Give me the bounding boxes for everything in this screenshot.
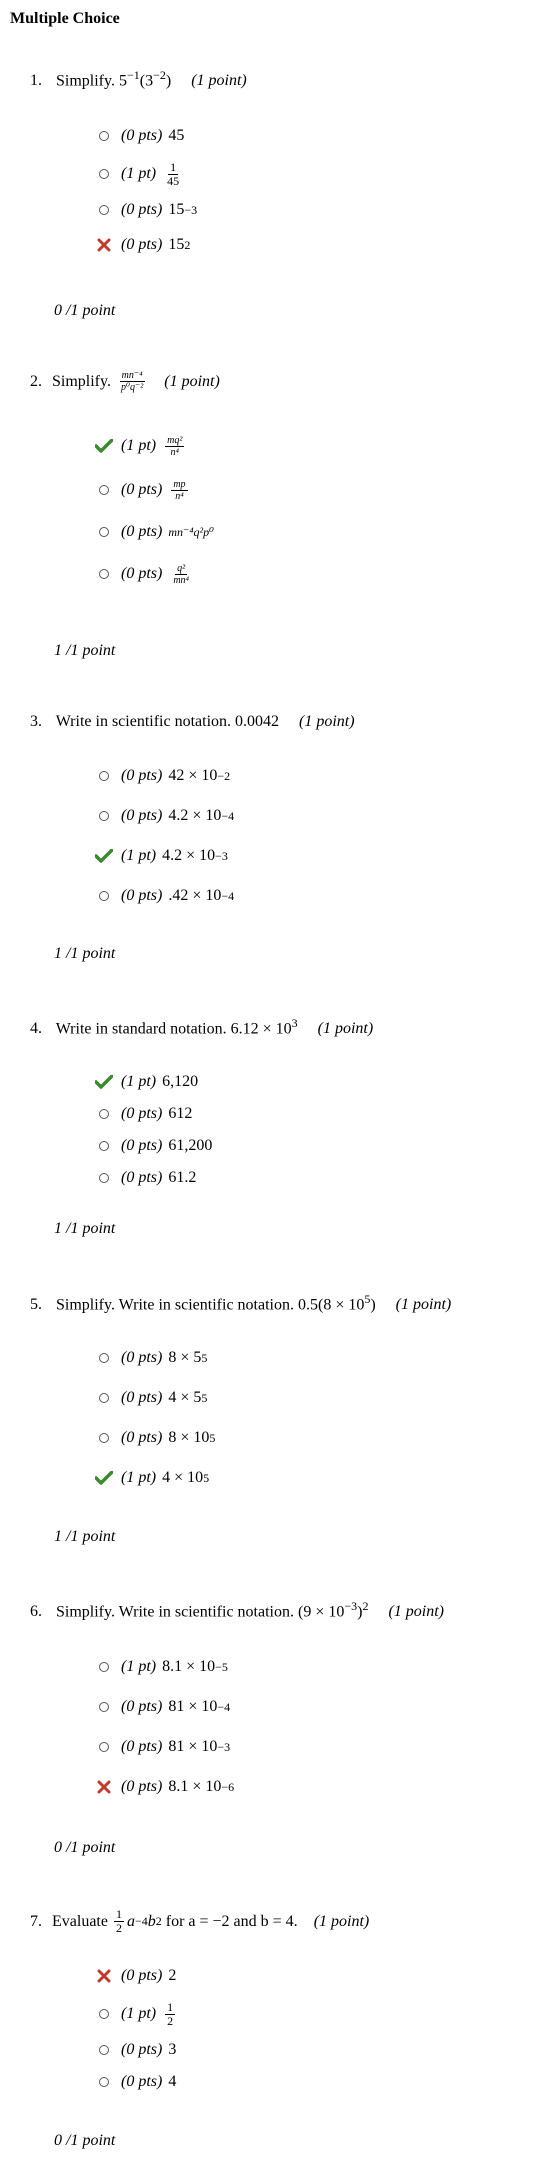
question-stem: 2. Simplify. $\frac{\text{mn⁻⁴}}{\text{p⁰q⁻²}}$ (1 point) bbox=[30, 370, 220, 393]
answer-option[interactable]: (0 pts) mn⁻⁴q²p⁰ bbox=[95, 518, 214, 546]
radio-icon[interactable] bbox=[95, 1429, 113, 1447]
answer-option[interactable]: (0 pts) $\frac{mp}{\text{n⁴}}$ bbox=[95, 476, 191, 504]
radio-icon[interactable] bbox=[95, 201, 113, 219]
radio-icon[interactable] bbox=[95, 1698, 113, 1716]
question-stem: 1. Simplify. $5^{-1}(3^{-2})$ (1 point) bbox=[30, 68, 247, 90]
fraction: $\frac{1}{45}$ bbox=[167, 159, 180, 188]
question-stem: 5. Simplify. Write in scientific notation. $0.5(8 \times 10^5)$ (1 point) bbox=[30, 1292, 452, 1314]
question-score: 1 /1 point bbox=[54, 642, 116, 659]
answer-option[interactable]: (0 pts) 3 bbox=[95, 2036, 176, 2064]
answer-option[interactable]: (0 pts) 45 bbox=[95, 122, 184, 150]
answer-option[interactable]: (0 pts) 612 bbox=[95, 1100, 192, 1128]
answer-option[interactable]: (0 pts) 61,200 bbox=[95, 1132, 212, 1160]
answer-option[interactable]: (0 pts) 15 2 bbox=[95, 231, 190, 259]
check-icon bbox=[95, 847, 113, 865]
radio-icon[interactable] bbox=[95, 165, 113, 183]
check-icon bbox=[95, 1073, 113, 1091]
answer-option[interactable]: (0 pts) 4 bbox=[95, 2068, 176, 2096]
answer-option[interactable]: (1 pt) $\frac{1}{2}$ bbox=[95, 2000, 178, 2028]
answer-option[interactable]: (0 pts) 8 × 5 5 bbox=[95, 1344, 207, 1372]
radio-icon[interactable] bbox=[95, 2041, 113, 2059]
x-icon bbox=[95, 236, 113, 254]
fraction: $\frac{mp}{\text{n⁴}}$ bbox=[173, 478, 186, 502]
question-stem: 7. Evaluate $\frac{1}{2}$ a −4 b 2 for a = −2 and b = 4. (1 point) bbox=[30, 1907, 370, 1935]
answer-option[interactable]: (0 pts) 81 × 10 −4 bbox=[95, 1693, 230, 1721]
radio-icon[interactable] bbox=[95, 523, 113, 541]
fraction: $\frac{1}{2}$ bbox=[167, 1999, 174, 2028]
page-title: Multiple Choice bbox=[10, 10, 120, 27]
question-stem: 3. Write in scientific notation. 0.0042 (1 point) bbox=[30, 713, 355, 730]
radio-icon[interactable] bbox=[95, 481, 113, 499]
radio-icon[interactable] bbox=[95, 1349, 113, 1367]
answer-option[interactable]: (1 pt) 8.1 × 10 −5 bbox=[95, 1653, 228, 1681]
radio-icon[interactable] bbox=[95, 2073, 113, 2091]
answer-option[interactable]: (0 pts) 8.1 × 10 −6 bbox=[95, 1773, 234, 1801]
radio-icon[interactable] bbox=[95, 1389, 113, 1407]
radio-icon[interactable] bbox=[95, 565, 113, 583]
radio-icon[interactable] bbox=[95, 1169, 113, 1187]
radio-icon[interactable] bbox=[95, 807, 113, 825]
radio-icon[interactable] bbox=[95, 1105, 113, 1123]
answer-option[interactable]: (0 pts) 4.2 × 10 −4 bbox=[95, 802, 234, 830]
radio-icon[interactable] bbox=[95, 767, 113, 785]
answer-option[interactable]: (1 pt) 4.2 × 10 −3 bbox=[95, 842, 228, 870]
answer-option[interactable]: (1 pt) $\frac{1}{45}$ bbox=[95, 160, 184, 188]
answer-option[interactable]: (0 pts) 8 × 10 5 bbox=[95, 1424, 215, 1452]
check-icon bbox=[95, 1469, 113, 1487]
answer-option[interactable]: (1 pt) 4 × 10 5 bbox=[95, 1464, 209, 1492]
question-stem: 6. Simplify. Write in scientific notation. $(9 \times 10^{-3})^2$ (1 point) bbox=[30, 1599, 444, 1621]
x-icon bbox=[95, 1778, 113, 1796]
fraction: $\frac{\text{mn⁻⁴}}{\text{p⁰q⁻²}}$ bbox=[120, 370, 144, 393]
answer-option[interactable]: (0 pts) .42 × 10 −4 bbox=[95, 882, 234, 910]
fraction: $\frac{\text{mq²}}{\text{n⁴}}$ bbox=[167, 434, 183, 458]
question-stem: 4. Write in standard notation. $6.12 \times 10^3$ (1 point) bbox=[30, 1016, 374, 1038]
question-score: 1 /1 point bbox=[54, 945, 116, 962]
radio-icon[interactable] bbox=[95, 2005, 113, 2023]
question-score: 0 /1 point bbox=[54, 1839, 116, 1856]
radio-icon[interactable] bbox=[95, 1658, 113, 1676]
fraction: $\frac{1}{2}$ bbox=[115, 1907, 122, 1935]
x-icon bbox=[95, 1967, 113, 1985]
radio-icon[interactable] bbox=[95, 887, 113, 905]
question-score: 0 /1 point bbox=[54, 2132, 116, 2149]
question-score: 1 /1 point bbox=[54, 1528, 116, 1545]
answer-option[interactable]: (0 pts) 4 × 5 5 bbox=[95, 1384, 207, 1412]
fraction: $\frac{\text{q²}}{\text{mn⁴}}$ bbox=[173, 562, 190, 586]
answer-option[interactable]: (1 pt) $\frac{\text{mq²}}{\text{n⁴}}$ bbox=[95, 432, 187, 460]
radio-icon[interactable] bbox=[95, 1137, 113, 1155]
answer-option[interactable]: (0 pts) 81 × 10 −3 bbox=[95, 1733, 230, 1761]
question-score: 1 /1 point bbox=[54, 1220, 116, 1237]
question-score: 0 /1 point bbox=[54, 302, 116, 319]
answer-option[interactable]: (1 pt) 6,120 bbox=[95, 1068, 198, 1096]
answer-option[interactable]: (0 pts) 42 × 10 −2 bbox=[95, 762, 230, 790]
answer-option[interactable]: (0 pts) 61.2 bbox=[95, 1164, 196, 1192]
radio-icon[interactable] bbox=[95, 127, 113, 145]
answer-option[interactable]: (0 pts) $\frac{\text{q²}}{\text{mn⁴}}$ bbox=[95, 560, 194, 588]
radio-icon[interactable] bbox=[95, 1738, 113, 1756]
answer-option[interactable]: (0 pts) 15 −3 bbox=[95, 196, 197, 224]
check-icon bbox=[95, 437, 113, 455]
answer-option[interactable]: (0 pts) 2 bbox=[95, 1962, 176, 1990]
